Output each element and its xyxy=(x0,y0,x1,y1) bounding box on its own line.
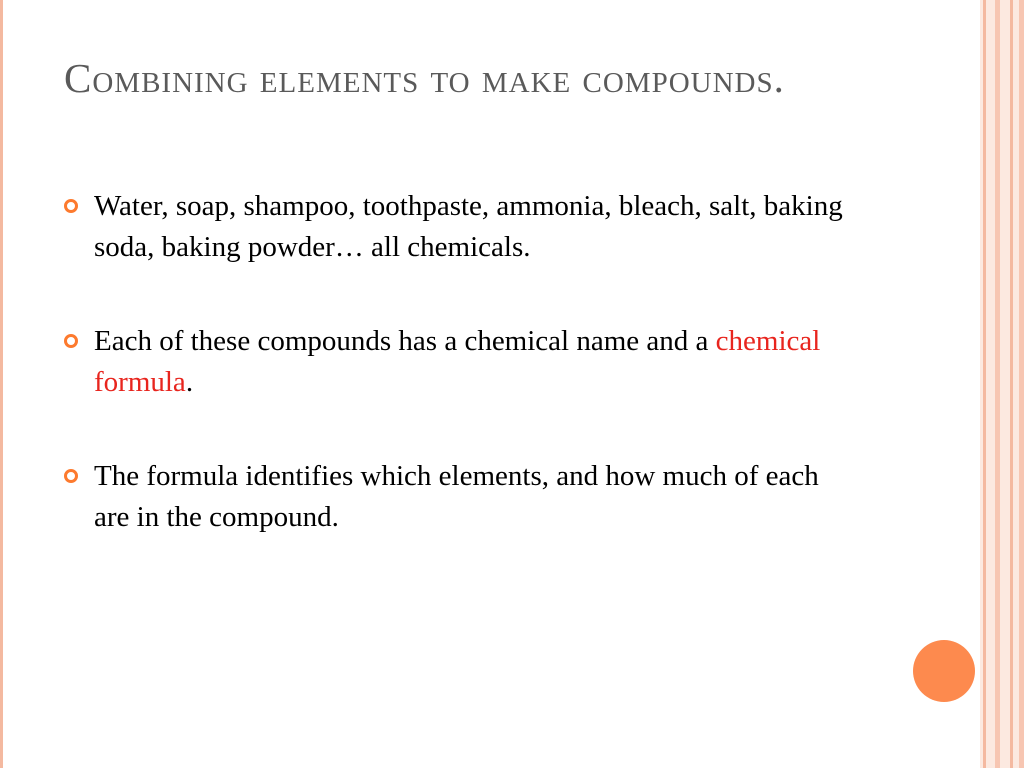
right-border-stripe xyxy=(983,0,986,768)
bullet-ring-icon xyxy=(64,334,78,348)
bullet-text: Water, soap, shampoo, toothpaste, ammonia, bleach, salt, baking soda, baking powder… all chemicals. xyxy=(94,190,843,263)
right-border-stripe xyxy=(1019,0,1024,768)
orange-circle-icon xyxy=(913,640,975,702)
right-border-band xyxy=(980,0,1024,768)
bullet-text: Each of these compounds has a chemical name and a xyxy=(94,325,716,357)
bullet-text-end: . xyxy=(185,366,194,398)
bullet-item xyxy=(64,321,854,403)
bullet-ring-icon xyxy=(64,199,78,213)
highlighted-term: chemical formula xyxy=(94,325,821,398)
bullet-ring-icon xyxy=(64,469,78,483)
bullet-item xyxy=(64,456,854,538)
bullet-text: The formula identifies which elements, and how much of each are in the compound. xyxy=(94,460,819,533)
left-border-stripe xyxy=(0,0,3,768)
bullet-list xyxy=(64,186,854,591)
slide-title: Combining elements to make compounds. xyxy=(64,55,785,101)
right-border-stripe xyxy=(995,0,1000,768)
bullet-item xyxy=(64,186,854,268)
right-border-stripe xyxy=(1010,0,1013,768)
